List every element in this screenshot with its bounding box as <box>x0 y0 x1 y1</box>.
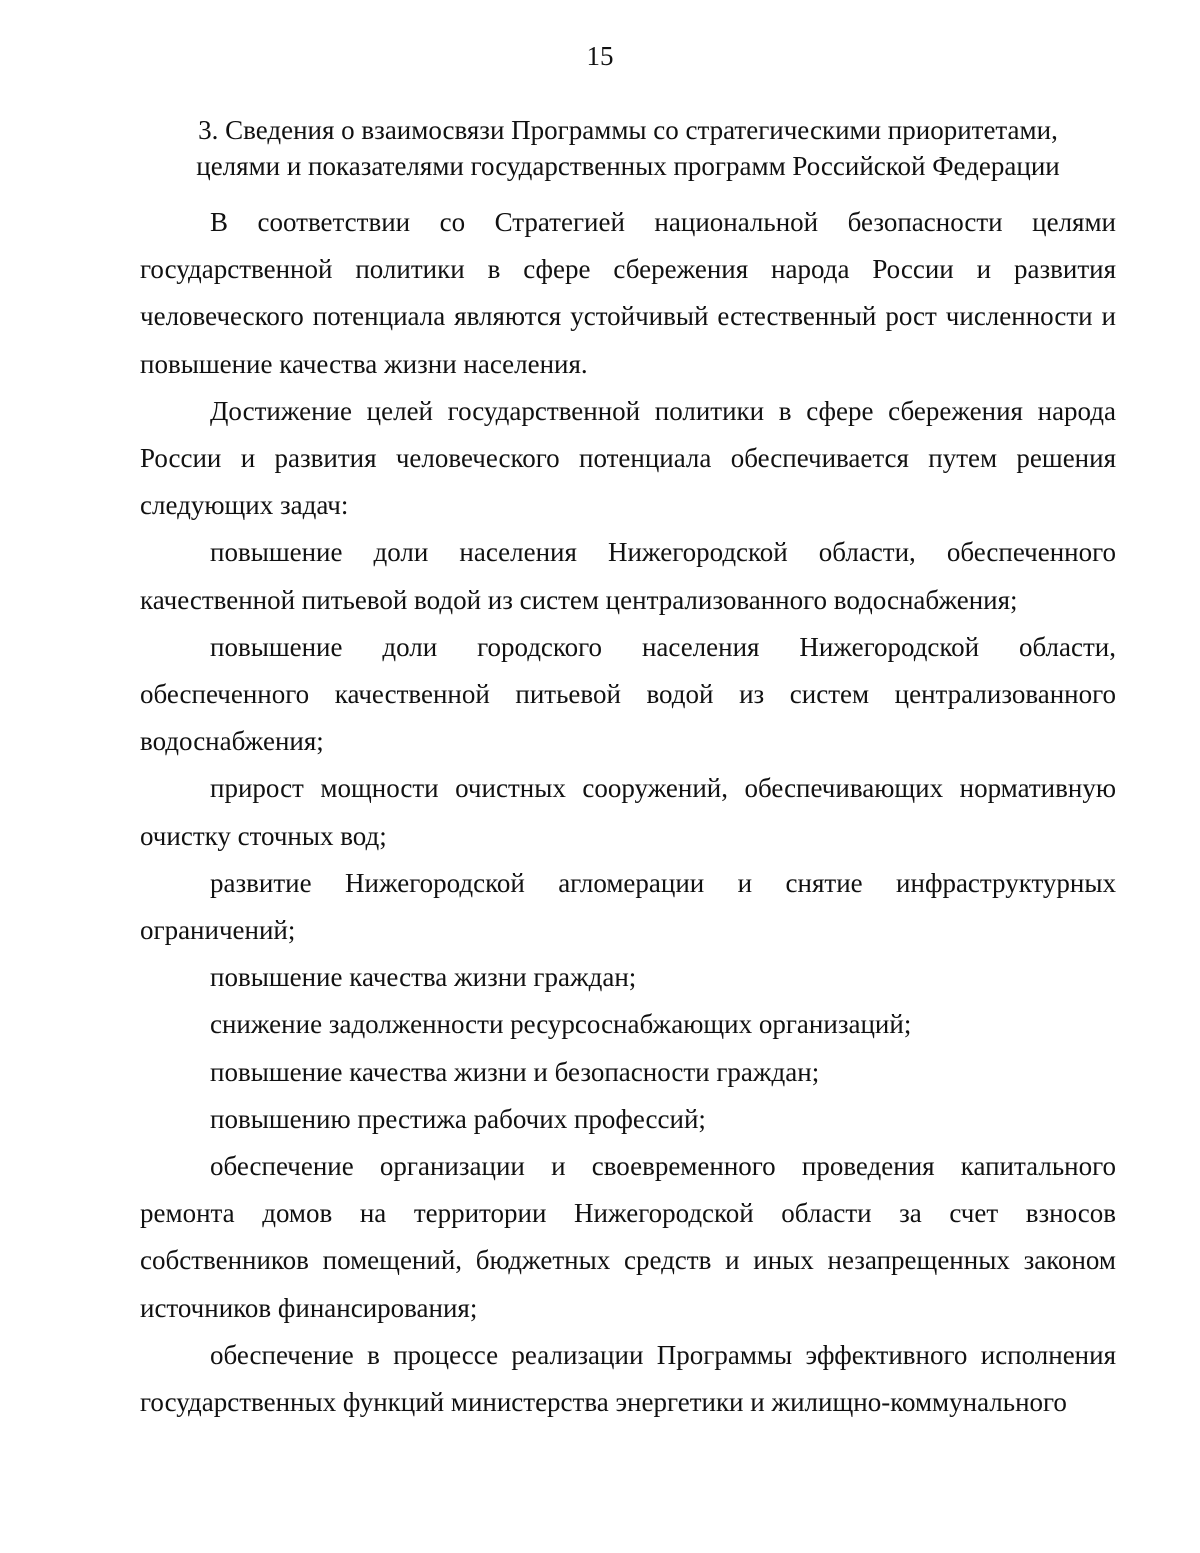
task-item: развитие Нижегородской агломерации и снятие инфраструктурных ограничений; <box>140 867 1116 946</box>
task-item: повышению престижа рабочих профессий; <box>210 1103 706 1134</box>
document-body <box>140 199 1116 1426</box>
task-item: обеспечение в процессе реализации Программы эффективного исполнения государственных функций министерства энергетики и жилищно-коммунального <box>140 1339 1116 1418</box>
task-item: повышение качества жизни и безопасности граждан; <box>210 1056 820 1087</box>
task-item: снижение задолженности ресурсоснабжающих организаций; <box>210 1009 912 1040</box>
task-item: повышение доли городского населения Нижегородской области, обеспеченного качественной питьевой водой из систем централизованного водоснабжения; <box>140 631 1116 757</box>
section-heading-line-2: целями и показателями государственных программ Российской Федерации <box>196 151 1060 181</box>
paragraph-strategy-goals: В соответствии со Стратегией национальной безопасности целями государственной политики в сфере сбережения народа России и развития человеческого потенциала являются устойчивый естественный рост численности и повышение качества жизни населения. <box>140 207 1116 379</box>
task-item: повышение качества жизни граждан; <box>210 962 637 993</box>
task-item: прирост мощности очистных сооружений, обеспечивающих нормативную очистку сточных вод; <box>140 773 1116 851</box>
paragraph-tasks-intro: Достижение целей государственной политики в сфере сбережения народа России и развития человеческого потенциала обеспечивается путем решения следующих задач: <box>140 395 1116 521</box>
page-number: 15 <box>586 41 614 71</box>
section-heading-line-1: 3. Сведения о взаимосвязи Программы со стратегическими приоритетами, <box>198 115 1058 145</box>
task-item: обеспечение организации и своевременного проведения капитального ремонта домов на территории Нижегородской области за счет взносов собственников помещений, бюджетных средств и иных незапрещенных законом источников финансирования; <box>140 1151 1116 1323</box>
task-item: повышение доли населения Нижегородской области, обеспеченного качественной питьевой водой из систем централизованного водоснабжения; <box>140 537 1116 615</box>
section-heading <box>140 112 1116 184</box>
